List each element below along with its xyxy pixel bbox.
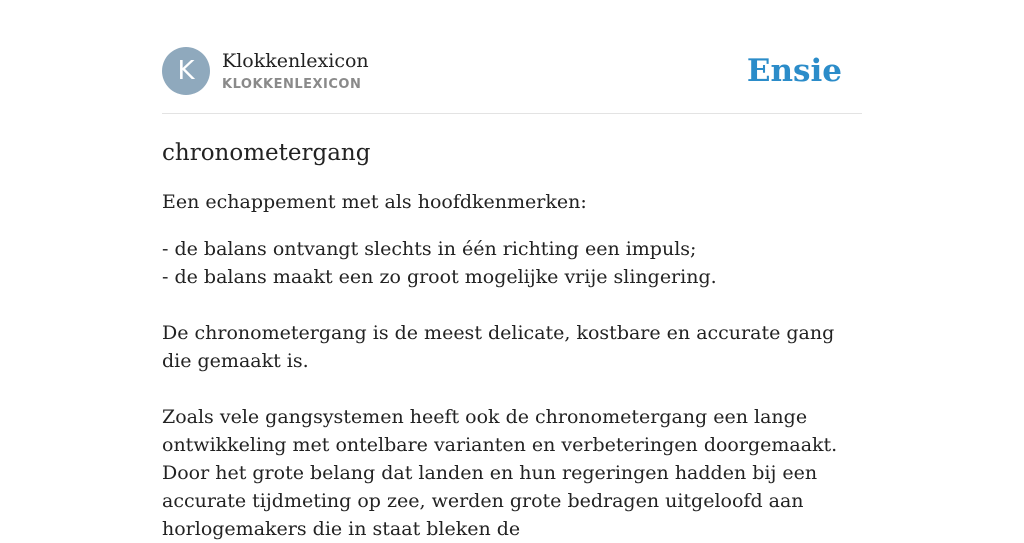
list-item: - de balans ontvangt slechts in één richting een impuls;: [162, 238, 697, 260]
author-subtitle[interactable]: KLOKKENLEXICON: [222, 76, 362, 92]
header: [162, 47, 862, 114]
author-name[interactable]: Klokkenlexicon: [222, 49, 369, 72]
paragraph: Zoals vele gangsystemen heeft ook de chronometergang een lange ontwikkeling met ontelbare varianten en verbeteringen doorgemaakt. Door het grote belang dat landen en hun regeringen hadden bij een accurate tijdmeting op zee, werden grote bedragen uitgeloofd aan horlogemakers die in staat bleken de: [162, 406, 838, 540]
feature-list: [162, 235, 862, 291]
author-info: [222, 50, 369, 93]
page: [162, 0, 862, 543]
page-title: chronometergang: [162, 140, 371, 166]
avatar[interactable]: K: [162, 47, 210, 95]
paragraph: De chronometergang is de meest delicate, kostbare en accurate gang die gemaakt is.: [162, 322, 835, 372]
intro-text: Een echappement met als hoofdkenmerken:: [162, 191, 587, 213]
brand-logo[interactable]: Ensie: [746, 53, 842, 89]
list-item: - de balans maakt een zo groot mogelijke vrije slingering.: [162, 266, 717, 288]
